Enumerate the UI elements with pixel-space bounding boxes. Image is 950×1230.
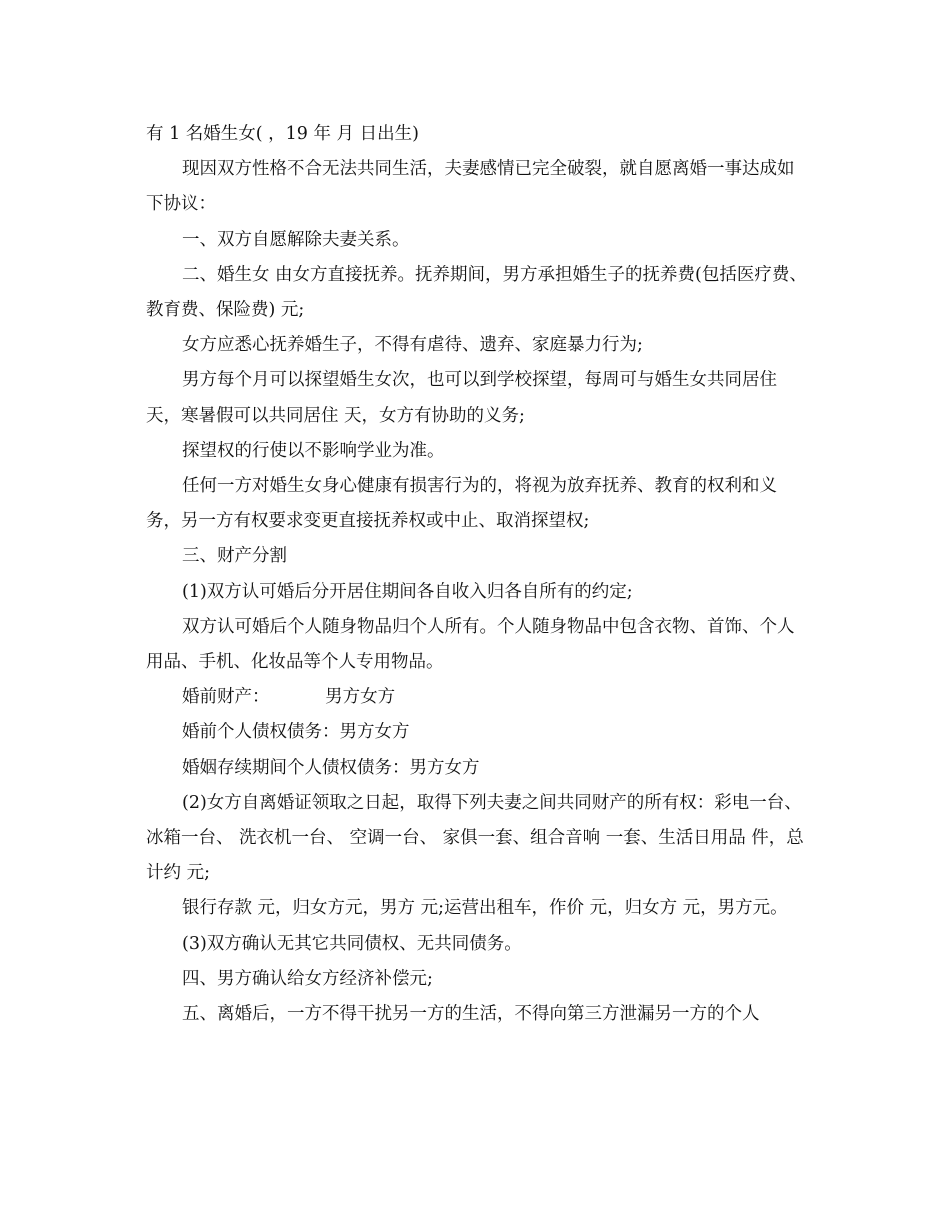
paragraph-custody-duty: 女方应悉心抚养婚生子，不得有虐待、遗弃、家庭暴力行为; xyxy=(182,335,643,356)
paragraph-harm-clause: 任何一方对婚生女身心健康有损害行为的，将视为放弃抚养、教育的权利和义务，另一方有权要求变更直接抚养权或中止、取消探望权; xyxy=(146,476,777,532)
paragraph-premarital-debts: 婚前个人债权债务：男方女方 xyxy=(182,722,410,743)
paragraph-clause-2: 二、婚生女 由女方直接抚养。抚养期间，男方承担婚生子的抚养费(包括医疗费、教育费、保险费) 元; xyxy=(146,264,807,321)
paragraph-premarital-property: 婚前财产： 男方女方 xyxy=(182,687,396,708)
paragraph-visitation: 男方每个月可以探望婚生女次，也可以到学校探望，每周可与婚生女共同居住 天，寒暑假可以共同居住 天，女方有协助的义务; xyxy=(146,370,783,426)
paragraph-visitation-limit: 探望权的行使以不影响学业为准。 xyxy=(182,440,445,461)
paragraph-clause-4: 四、男方确认给女方经济补偿元; xyxy=(182,968,433,989)
paragraph-personal-items: 双方认可婚后个人随身物品归个人所有。个人随身物品中包含衣物、首饰、个人用品、手机、化妆品等个人专用物品。 xyxy=(146,616,795,673)
paragraph-marital-debts: 婚姻存续期间个人债权债务：男方女方 xyxy=(182,757,480,778)
paragraph-property-1: (1)双方认可婚后分开居住期间各自收入归各自所有的约定; xyxy=(182,581,633,602)
paragraph-children-info: 有 1 名婚生女( ，19 年 月 日出生) xyxy=(146,124,419,144)
paragraph-bank-deposit: 银行存款 元，归女方元，男方 元;运营出租车，作价 元，归女方 元，男方元。 xyxy=(182,898,788,919)
paragraph-reason: 现因双方性格不合无法共同生活，夫妻感情已完全破裂，就自愿离婚一事达成如下协议： xyxy=(146,159,795,215)
paragraph-clause-3-heading: 三、财产分割 xyxy=(182,546,287,567)
paragraph-property-2: (2)女方自离婚证领取之日起，取得下列夫妻之间共同财产的所有权：彩电一台、 冰箱一台、 洗衣机一台、 空调一台、 家俱一套、组合音响 一套、生活日用品 件，总计约 元; xyxy=(146,792,808,884)
paragraph-property-3: (3)双方确认无其它共同债权、无共同债务。 xyxy=(182,933,522,954)
paragraph-clause-1: 一、双方自愿解除夫妻关系。 xyxy=(182,229,410,250)
paragraph-clause-5: 五、离婚后，一方不得干扰另一方的生活，不得向第三方泄漏另一方的个人 xyxy=(182,1004,760,1025)
document-body xyxy=(146,117,810,1032)
